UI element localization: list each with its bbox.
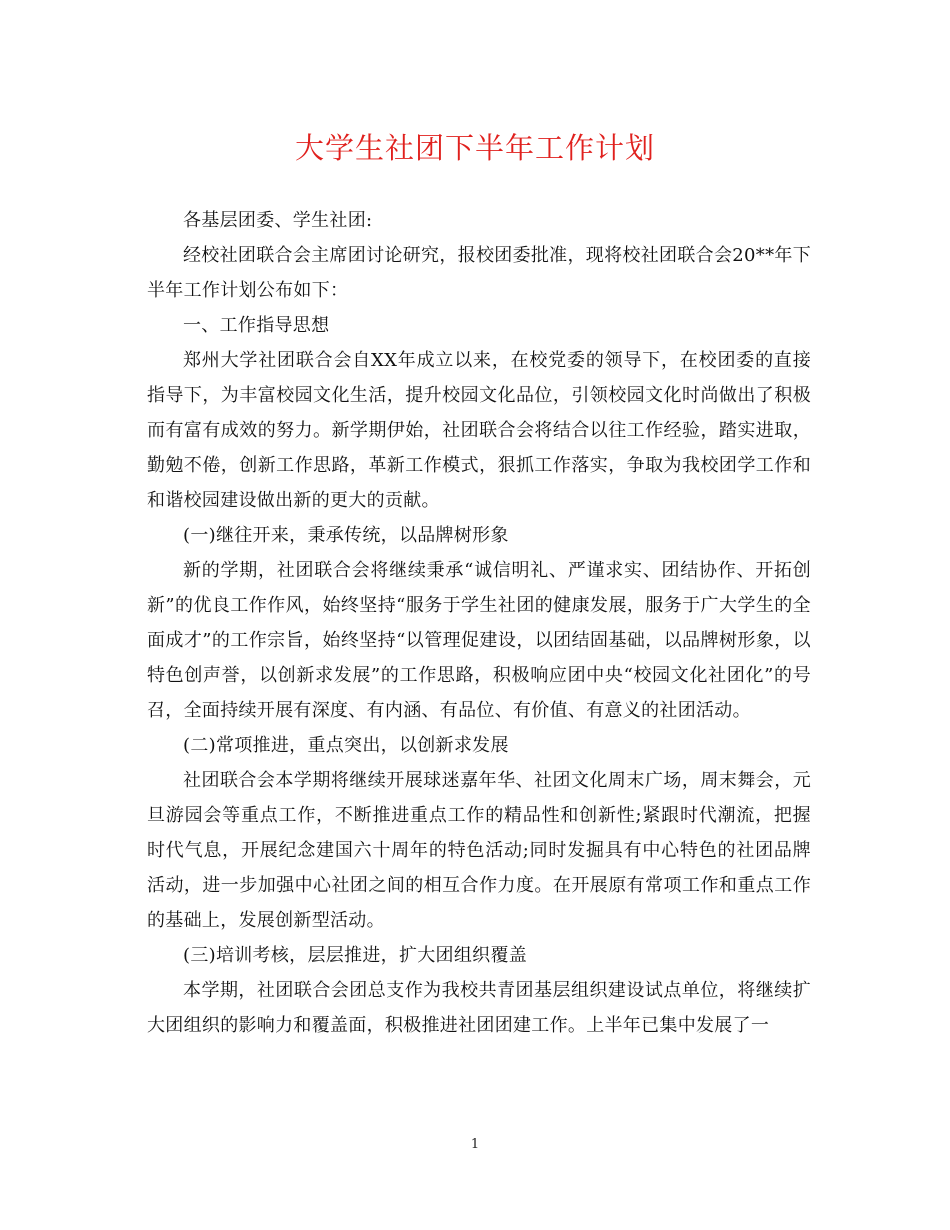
subsection-heading-2: (二)常项推进，重点突出，以创新求发展 — [183, 735, 509, 756]
page-number: 1 — [470, 1137, 480, 1152]
intro-paragraph: 经校社团联合会主席团讨论研究，报校团委批准，现将校社团联合会20**年下半年工作计划公布如下： — [147, 245, 811, 301]
subsection-heading-1: (一)继往开来，秉承传统，以品牌树形象 — [183, 525, 509, 546]
section-heading-1: 一、工作指导思想 — [183, 315, 330, 336]
salutation-paragraph: 各基层团委、学生社团: — [183, 210, 373, 231]
body-paragraph: 新的学期，社团联合会将继续秉承“诚信明礼、严谨求实、团结协作、开拓创新”的优良工作作风，始终坚持“服务于学生社团的健康发展，服务于广大学生的全面成才”的工作宗旨，始终坚持“以管理促建设，以团结固基础，以品牌树形象，以特色创声誉，以创新求发展”的工作思路，积极响应团中央“校园文化社团化”的号召，全面持续开展有深度、有内涵、有品位、有价值、有意义的社团活动。 — [147, 560, 811, 721]
body-paragraph: 郑州大学社团联合会自XX年成立以来，在校党委的领导下，在校团委的直接指导下，为丰富校园文化生活，提升校园文化品位，引领校园文化时尚做出了积极而有富有成效的努力。新学期伊始，社团联合会将结合以往工作经验，踏实进取，勤勉不倦，创新工作思路，革新工作模式，狠抓工作落实，争取为我校团学工作和和谐校园建设做出新的更大的贡献。 — [147, 350, 811, 511]
document-title: 大学生社团下半年工作计划 — [294, 131, 655, 165]
body-paragraph: 社团联合会本学期将继续开展球迷嘉年华、社团文化周末广场，周末舞会，元旦游园会等重点工作，不断推进重点工作的精品性和创新性;紧跟时代潮流，把握时代气息，开展纪念建国六十周年的特色活动;同时发掘具有中心特色的社团品牌活动，进一步加强中心社团之间的相互合作力度。在开展原有常项工作和重点工作的基础上，发展创新型活动。 — [147, 770, 811, 931]
body-paragraph: 本学期，社团联合会团总支作为我校共青团基层组织建设试点单位，将继续扩大团组织的影响力和覆盖面，积极推进社团团建工作。上半年已集中发展了一 — [147, 980, 811, 1036]
document-body — [147, 203, 811, 1043]
subsection-heading-3: (三)培训考核，层层推进，扩大团组织覆盖 — [183, 945, 528, 966]
